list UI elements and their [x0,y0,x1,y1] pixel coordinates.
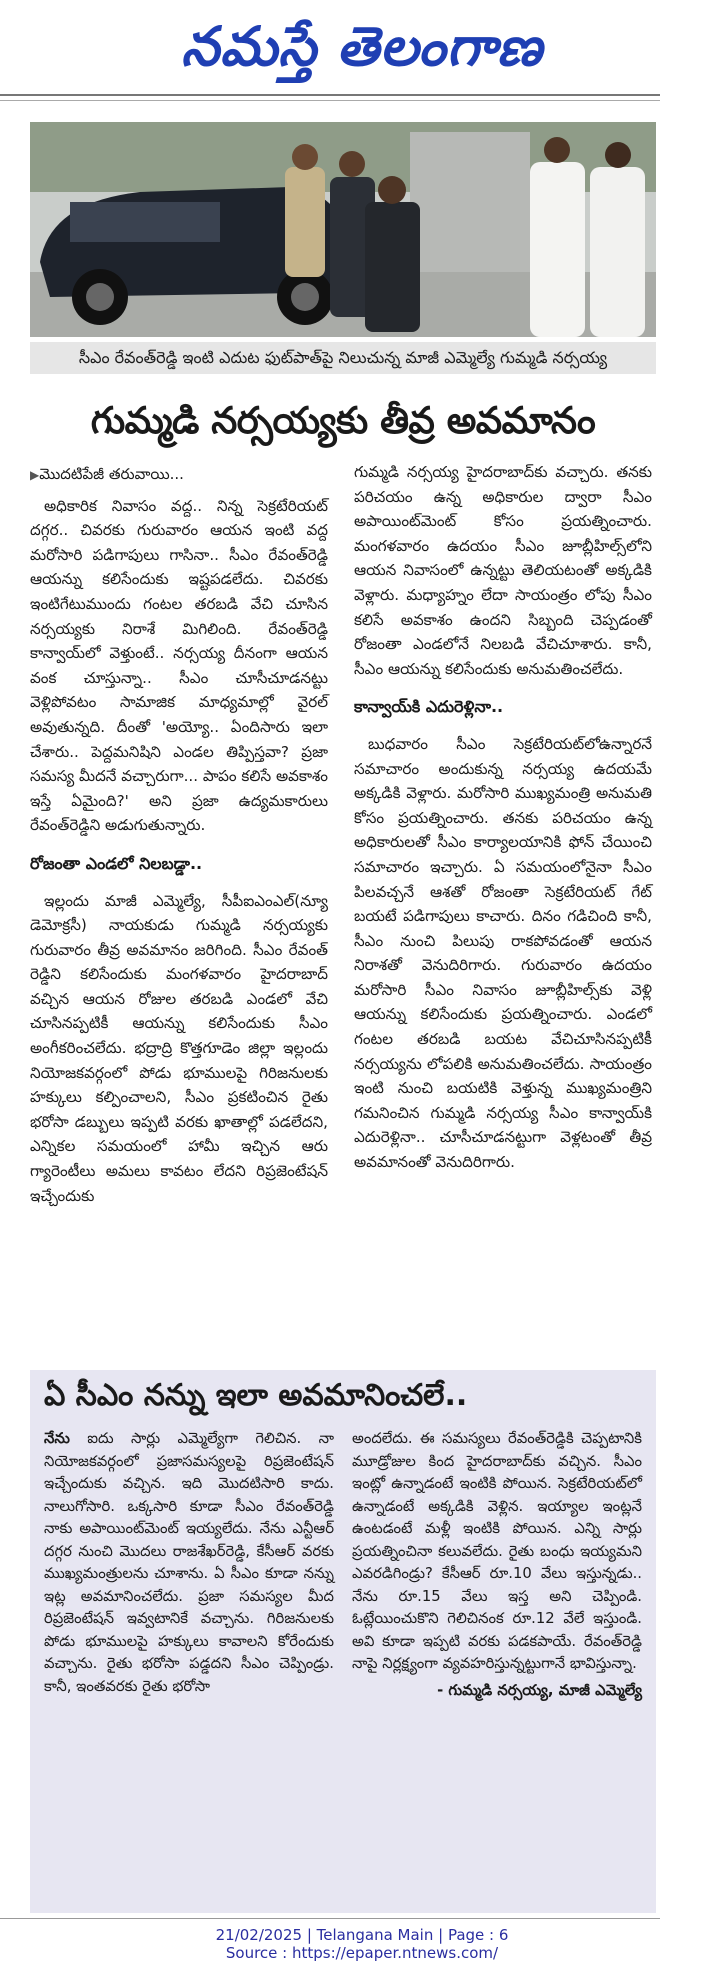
paragraph: బుధవారం సీఎం సెక్రటేరియట్‌లోఉన్నారనే సమాచారం అందుకున్న నర్సయ్య ఉదయమే అక్కడికి వెళ్లారు. మరోసారి ముఖ్యమంత్రి అనుమతి కోసం ప్రయత్నించారు. తనకు పరిచయం ఉన్న అధికారులతో సీఎం కార్యాలయానికి ఫోన్ చేయించి సమాచారం ఇచ్చారు. ఏ సమయంలోనైనా సీఎం పిలవచ్చనే ఆశతో రోజంతా సెక్రటేరియట్ గేట్ బయటే పడిగాపులు కాచారు. దినం గడిచింది కానీ, సీఎం నుంచి పిలుపు రాకపోవడంతో ఆయన నిరాశతో వెనుదిరిగారు. గురువారం ఉదయం మరోసారి సీఎం నివాసం జూబ్లీహిల్స్‌కు వెళ్లి ఆయన్ను కలిసేందుకు ప్రయత్నించారు. ఎండలో గంటల తరబడి బయట వేచిచూసినప్పటికీ నర్సయ్యను లోపలికి అనుమతించలేదు. సాయంత్రం ఇంటి నుంచి బయటికి వెళ్తున్న ముఖ్యమంత్రిని గమనించిన గుమ్మడి నర్సయ్య సీఎం కాన్వాయ్‌కి ఎదురెళ్లినా.. చూసీచూడనట్టుగా వెళ్లటంతో తీవ్ర అవమానంతో వెనుదిరిగారు. [354,734,652,1172]
top-divider-thin [0,100,660,101]
article-right-column [354,460,652,1189]
subheading: కాన్వాయ్‌కి ఎదురెళ్లినా.. [354,697,504,717]
footer-date-edition: 21/02/2025 | Telangana Main | Page : 6 [215,1926,509,1944]
news-photo [30,122,656,337]
news-photo-illustration [30,122,656,337]
quote-box-left-column [44,1428,334,1698]
quote-paragraph [44,1428,334,1698]
masthead [0,0,724,92]
article-left-column [30,460,328,1222]
newspaper-logo: నమస్తే తెలంగాణ [181,14,543,78]
quote-signature: - గుమ్మడి నర్సయ్య, మాజీ ఎమ్మెల్యే [437,1681,642,1699]
paragraph: అధికారిక నివాసం వద్ద.. నిన్న సెక్రటేరియట్ దగ్గర.. చివరకు గురువారం ఆయన ఇంటి వద్ద మరోసారి పడిగాపులు గాసినా.. సీఎం రేవంత్‌రెడ్డి ఆయన్ను కలిసేందుకు ఇష్టపడలేదు. చివరకు ఇంటిగేటుముందు గంటల తరబడి వేచి చూసిన నర్సయ్యకు నిరాశే మిగిలింది. రేవంత్‌రెడ్డి కాన్వాయ్‌లో వెళ్తుంటే.. నర్సయ్య దీనంగా ఆయన వంక చూస్తున్నా.. సీఎం చూసీచూడనట్టు వెళ్లిపోవటం సామాజిక మాధ్యమాల్లో వైరల్ అవుతున్నది. దీంతో 'అయ్యో.. ఏందిసారు ఇలా చేశారు.. పెద్దమనిషిని ఎండల తిప్పిస్తవా? ప్రజా సమస్య మీదనే వచ్చారుగా... పాపం కలిసే అవకాశం ఇస్తే ఏమైంది?' అని ప్రజా ఉద్యమకారులు రేవంత్‌రెడ్డిని అడుగుతున్నారు. [30,496,328,835]
paragraph: గుమ్మడి నర్సయ్య హైదరాబాద్‌కు వచ్చారు. తనకు పరిచయం ఉన్న అధికారుల ద్వారా సీఎం అపాయింట్‌మెంట్ కోసం ప్రయత్నించారు. మంగళవారం ఉదయం సీఎం జూబ్లీహిల్స్‌లోని ఆయన నివాసంలో ఉన్నట్టు తెలియటంతో అక్కడికి వెళ్లారు. మధ్యాహ్నం లేదా సాయంత్రం లోపు సీఎం కలిసే అవకాశం ఉందని సిబ్బంది చెప్పడంతో రోజంతా ఎండలోనే నిలబడి వేచిచూశారు. కానీ, సీఎం ఆయన్ను కలిసేందుకు అనుమతించలేదు. [354,463,652,678]
quote-lead-word: నేను [44,1430,70,1447]
headline: గుమ్మడి నర్సయ్యకు తీవ్ర అవమానం [90,399,596,442]
continued-marker: ▶ మొదటిపేజీ తరువాయి... [30,462,328,488]
subheading: రోజంతా ఎండలో నిలబడ్డా.. [30,853,203,873]
bottom-divider [0,1918,660,1919]
paragraph: ఇల్లందు మాజీ ఎమ్మెల్యే, సీపీఐఎంఎల్(న్యూ డెమోక్రసీ) నాయకుడు గుమ్మడి నర్సయ్యకు గురువారం తీవ్ర అవమానం జరిగింది. సీఎం రేవంత్ రెడ్డిని కలిసేందుకు మంగళవారం హైదరాబాద్ వచ్చిన ఆయన రోజుల తరబడి ఎండలో వేచి చూసినప్పటికీ ఆయన్ను కలిసేందుకు సీఎం అంగీకరించలేదు. భద్రాద్రి కొత్తగూడెం జిల్లా ఇల్లందు నియోజకవర్గంలో పోడు భూములపై గిరిజనులకు హక్కులు కల్పించాలని, సీఎం ప్రకటించిన రైతు భరోసా డబ్బులు ఇప్పటి వరకు ఖాతాల్లో పడలేదని, ఎన్నికల సమయంలో హామీ ఇచ్చిన ఆరు గ్యారెంటీలు అమలు కావటం లేదని రిప్రజెంటేషన్ ఇచ్చేందుకు [30,891,328,1205]
footer [0,1926,724,1962]
quote-box-right-column [352,1428,642,1702]
quote-box [30,1370,656,1913]
quote-box-title: ఏ సీఎం నన్ను ఇలా అవమానించలే.. [44,1378,468,1413]
photo-caption: సీఎం రేవంత్‌రెడ్డి ఇంటి ఎదుట ఫుట్‌పాత్‌పై నిలుచున్న మాజీ ఎమ్మెల్యే గుమ్మడి నర్సయ్య [30,342,656,374]
quote-text: అందలేదు. ఈ సమస్యలు రేవంత్‌రెడ్డికి చెప్పటానికి మూడ్రోజుల కింద హైదరాబాద్‌కు వచ్చిన. సీఎం ఇంట్లో ఉన్నాడంటే ఇంటికి పోయిన. సెక్రటేరియట్‌లో ఉన్నాడంటే అక్కడికి వెళ్లిన. ఇయ్యాల ఇంట్లనే ఉంటడంటే మళ్లీ ఇంటికి పోయిన. ఎన్ని సార్లు ప్రయత్నించినా కలువలేదు. రైతు బంధు ఇయ్యమని ఎవరడిగిండ్రు? కేసీఆర్ రూ.10 వేలు ఇస్తున్నడు.. నేను రూ.15 వేలు ఇస్త అని చెప్పిండి. ఓట్లేయించుకొని గెలిచినంక రూ.12 వేలే ఇస్తుండి. అవి కూడా ఇప్పటి వరకు పడకపాయే. రేవంత్‌రెడ్డి నాపై నిర్లక్ష్యంగా వ్యవహరిస్తున్నట్టుగానే భావిస్తున్నా. [352,1430,642,1672]
top-divider [0,94,660,96]
quote-text: ఐదు సార్లు ఎమ్మెల్యేగా గెలిచిన. నా నియోజకవర్గంలో ప్రజాసమస్యలపై రిప్రజెంటేషన్ ఇచ్చేందుకు వచ్చిన. ఇది మొదటిసారి కాదు. నాలుగోసారి. ఒక్కసారి కూడా సీఎం రేవంత్‌రెడ్డి నాకు అపాయింట్‌మెంట్ ఇయ్యలేదు. నేను ఎన్టీఆర్ దగ్గర నుంచి మొదలు రాజశేఖర్‌రెడ్డి, కేసీఆర్ వరకు ముఖ్యమంత్రులను చూశాను. ఏ సీఎం కూడా నన్ను ఇట్ల అవమానించలేదు. ప్రజా సమస్యల మీద రిప్రజెంటేషన్ ఇవ్వటానికే వచ్చాను. గిరిజనులకు పోడు భూములపై హక్కులు కావాలని కోరేందుకు వచ్చాను. రైతు భరోసా పడ్డదని సీఎం చెప్పిండ్రు. కానీ, ఇంతవరకు రైతు భరోసా [44,1430,334,1695]
footer-source: Source : https://epaper.ntnews.com/ [225,1944,499,1962]
